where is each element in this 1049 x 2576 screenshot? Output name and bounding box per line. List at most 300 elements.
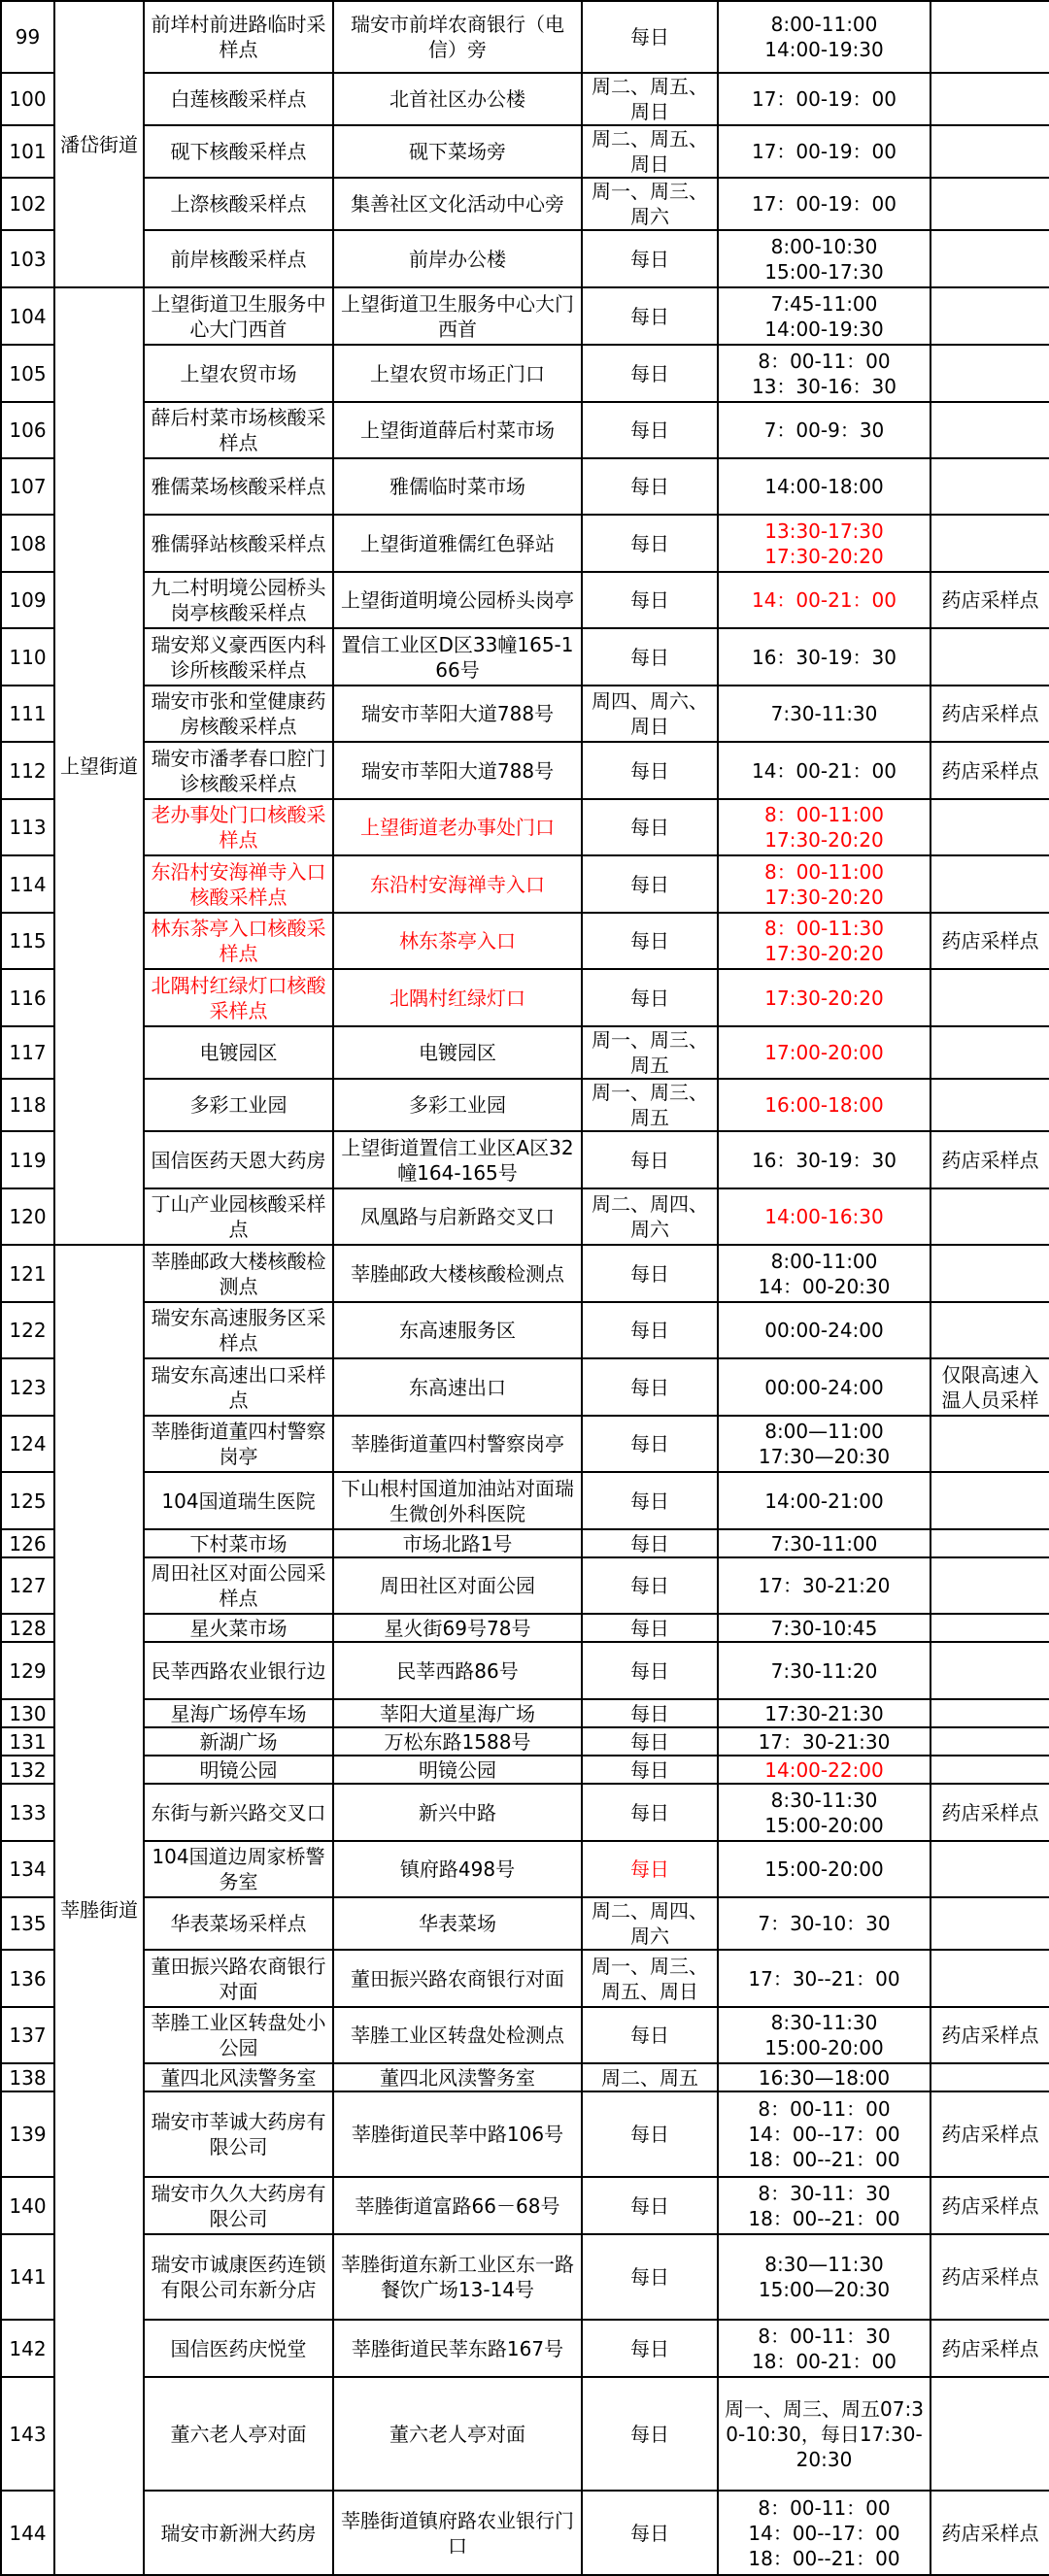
site-location-cell: 瑞安市前垟农商银行（电信）旁	[333, 1, 582, 73]
schedule-days-cell: 每日	[582, 1699, 718, 1727]
row-number: 109	[1, 572, 54, 628]
site-location-cell: 莘塍街道富路66－68号	[333, 2177, 582, 2234]
site-location-cell: 集善社区文化活动中心旁	[333, 178, 582, 230]
row-number: 121	[1, 1245, 54, 1302]
row-number: 140	[1, 2177, 54, 2234]
site-name-cell: 老办事处门口核酸采样点	[144, 799, 333, 855]
site-location-cell: 东沿村安海禅寺入口	[333, 855, 582, 913]
site-name-cell: 白莲核酸采样点	[144, 73, 333, 125]
street-name-cell: 莘塍街道	[54, 1245, 144, 2575]
row-number: 143	[1, 2377, 54, 2491]
note-cell	[931, 799, 1049, 855]
table-row	[1, 2320, 1049, 2377]
site-location-cell: 莘塍邮政大楼核酸检测点	[333, 1245, 582, 1302]
table-row	[1, 855, 1049, 913]
site-name-cell: 民莘西路农业银行边	[144, 1642, 333, 1699]
site-location-cell: 莘塍街道东新工业区东一路餐饮广场13-14号	[333, 2234, 582, 2320]
table-row	[1, 1727, 1049, 1756]
row-number: 131	[1, 1727, 54, 1756]
schedule-days-cell: 每日	[582, 855, 718, 913]
schedule-time-cell: 17：30-21:20	[718, 1557, 931, 1614]
schedule-time-cell: 8：00-11:00 17:30-20:20	[718, 799, 931, 855]
schedule-time-cell: 13:30-17:30 17:30-20:20	[718, 515, 931, 572]
row-number: 111	[1, 686, 54, 742]
table-row	[1, 1, 1049, 73]
site-location-cell: 董四北风渎警务室	[333, 2063, 582, 2091]
site-name-cell: 林东茶亭入口核酸采样点	[144, 913, 333, 969]
site-name-cell: 丁山产业园核酸采样点	[144, 1188, 333, 1245]
schedule-days-cell: 每日	[582, 2491, 718, 2575]
table-row	[1, 2007, 1049, 2063]
note-cell	[931, 73, 1049, 125]
site-location-cell: 林东茶亭入口	[333, 913, 582, 969]
row-number: 105	[1, 345, 54, 402]
table-row	[1, 1897, 1049, 1950]
note-cell	[931, 1472, 1049, 1529]
schedule-days-cell: 每日	[582, 345, 718, 402]
row-number: 133	[1, 1784, 54, 1841]
note-cell	[931, 230, 1049, 287]
schedule-time-cell: 7:30-11:20	[718, 1642, 931, 1699]
site-name-cell: 国信医药天恩大药房	[144, 1131, 333, 1188]
table-body	[1, 1, 1049, 2575]
schedule-time-cell: 14:00-21:00	[718, 1472, 931, 1529]
schedule-days-cell: 每日	[582, 1756, 718, 1784]
note-cell: 仅限高速入温人员采样	[931, 1358, 1049, 1416]
site-location-cell: 上望街道老办事处门口	[333, 799, 582, 855]
site-location-cell: 雅儒临时菜市场	[333, 458, 582, 515]
street-name-cell: 上望街道	[54, 287, 144, 1245]
schedule-time-cell: 16:00-18:00	[718, 1079, 931, 1131]
row-number: 106	[1, 402, 54, 458]
table-row	[1, 1642, 1049, 1699]
site-location-cell: 凤凰路与启新路交叉口	[333, 1188, 582, 1245]
note-cell: 药店采样点	[931, 742, 1049, 799]
note-cell: 药店采样点	[931, 2091, 1049, 2177]
site-location-cell: 上望街道置信工业区A区32幢164-165号	[333, 1131, 582, 1188]
row-number: 117	[1, 1026, 54, 1079]
site-location-cell: 北隅村红绿灯口	[333, 969, 582, 1026]
schedule-time-cell: 7：00-9：30	[718, 402, 931, 458]
schedule-days-cell: 每日	[582, 742, 718, 799]
site-location-cell: 东高速出口	[333, 1358, 582, 1416]
site-location-cell: 万松东路1588号	[333, 1727, 582, 1756]
site-location-cell: 镇府路498号	[333, 1841, 582, 1897]
site-name-cell: 瑞安东高速服务区采样点	[144, 1302, 333, 1358]
site-name-cell: 前岸核酸采样点	[144, 230, 333, 287]
site-location-cell: 上望街道薛后村菜市场	[333, 402, 582, 458]
schedule-days-cell: 每日	[582, 2377, 718, 2491]
schedule-days-cell: 每日	[582, 2320, 718, 2377]
table-row	[1, 230, 1049, 287]
row-number: 127	[1, 1557, 54, 1614]
schedule-time-cell: 16:30—18:00	[718, 2063, 931, 2091]
site-name-cell: 上漈核酸采样点	[144, 178, 333, 230]
schedule-days-cell: 周一、周三、周六	[582, 178, 718, 230]
note-cell	[931, 1302, 1049, 1358]
site-location-cell: 前岸办公楼	[333, 230, 582, 287]
note-cell	[931, 125, 1049, 178]
site-name-cell: 董田振兴路农商银行对面	[144, 1950, 333, 2007]
row-number: 120	[1, 1188, 54, 1245]
row-number: 144	[1, 2491, 54, 2575]
row-number: 132	[1, 1756, 54, 1784]
note-cell	[931, 1950, 1049, 2007]
row-number: 116	[1, 969, 54, 1026]
table-row	[1, 458, 1049, 515]
schedule-days-cell: 每日	[582, 628, 718, 686]
note-cell	[931, 1727, 1049, 1756]
site-name-cell: 九二村明境公园桥头岗亭核酸采样点	[144, 572, 333, 628]
site-location-cell: 莘塍街道董四村警察岗亭	[333, 1416, 582, 1472]
note-cell	[931, 1841, 1049, 1897]
schedule-days-cell: 周二、周四、周六	[582, 1188, 718, 1245]
note-cell	[931, 402, 1049, 458]
table-row	[1, 1131, 1049, 1188]
schedule-time-cell: 17：00-19：00	[718, 125, 931, 178]
note-cell	[931, 1897, 1049, 1950]
note-cell: 药店采样点	[931, 686, 1049, 742]
site-name-cell: 董四北风渎警务室	[144, 2063, 333, 2091]
schedule-time-cell: 7:30-11:00	[718, 1529, 931, 1557]
site-name-cell: 董六老人亭对面	[144, 2377, 333, 2491]
site-location-cell: 莘塍街道民莘中路106号	[333, 2091, 582, 2177]
table-row	[1, 2491, 1049, 2575]
schedule-days-cell: 每日	[582, 1302, 718, 1358]
note-cell	[931, 2063, 1049, 2091]
note-cell	[931, 1245, 1049, 1302]
schedule-days-cell: 每日	[582, 572, 718, 628]
row-number: 129	[1, 1642, 54, 1699]
site-name-cell: 东沿村安海禅寺入口核酸采样点	[144, 855, 333, 913]
note-cell: 药店采样点	[931, 2234, 1049, 2320]
schedule-time-cell: 8：30-11：30 18：00--21：00	[718, 2177, 931, 2234]
schedule-days-cell: 周二、周五	[582, 2063, 718, 2091]
row-number: 101	[1, 125, 54, 178]
row-number: 126	[1, 1529, 54, 1557]
table-row	[1, 913, 1049, 969]
site-location-cell: 星火街69号78号	[333, 1614, 582, 1642]
note-cell: 药店采样点	[931, 2320, 1049, 2377]
note-cell	[931, 515, 1049, 572]
schedule-time-cell: 周一、周三、周五07:30-10:30，每日17:30-20:30	[718, 2377, 931, 2491]
table-row	[1, 1026, 1049, 1079]
schedule-time-cell: 8:00—11:00 17:30—20:30	[718, 1416, 931, 1472]
site-name-cell: 莘塍邮政大楼核酸检测点	[144, 1245, 333, 1302]
site-name-cell: 瑞安市莘诚大药房有限公司	[144, 2091, 333, 2177]
row-number: 100	[1, 73, 54, 125]
note-cell: 药店采样点	[931, 2007, 1049, 2063]
site-name-cell: 薛后村菜市场核酸采样点	[144, 402, 333, 458]
schedule-time-cell: 8：00-11：00 13：30-16：30	[718, 345, 931, 402]
schedule-time-cell: 8:30—11:30 15:00—20:30	[718, 2234, 931, 2320]
schedule-days-cell: 周二、周五、周日	[582, 125, 718, 178]
schedule-time-cell: 14:00-18:00	[718, 458, 931, 515]
schedule-days-cell: 每日	[582, 2177, 718, 2234]
row-number: 104	[1, 287, 54, 345]
table-row	[1, 969, 1049, 1026]
site-location-cell: 民莘西路86号	[333, 1642, 582, 1699]
note-cell: 药店采样点	[931, 572, 1049, 628]
schedule-time-cell: 8：00-11:30 17:30-20:20	[718, 913, 931, 969]
schedule-time-cell: 14:00-22:00	[718, 1756, 931, 1784]
site-name-cell: 瑞安郑义豪西医内科诊所核酸采样点	[144, 628, 333, 686]
schedule-days-cell: 每日	[582, 1614, 718, 1642]
table-row	[1, 1841, 1049, 1897]
table-row	[1, 1950, 1049, 2007]
schedule-time-cell: 17：30-21:30	[718, 1727, 931, 1756]
row-number: 138	[1, 2063, 54, 2091]
note-cell	[931, 1416, 1049, 1472]
table-row	[1, 515, 1049, 572]
schedule-time-cell: 17：30--21：00	[718, 1950, 931, 2007]
note-cell	[931, 458, 1049, 515]
row-number: 141	[1, 2234, 54, 2320]
note-cell	[931, 1188, 1049, 1245]
schedule-days-cell: 每日	[582, 515, 718, 572]
schedule-time-cell: 8：00-11：00 14：00--17：00 18：00--21：00	[718, 2491, 931, 2575]
row-number: 112	[1, 742, 54, 799]
table-row	[1, 2234, 1049, 2320]
table-row	[1, 1188, 1049, 1245]
site-name-cell: 瑞安市久久大药房有限公司	[144, 2177, 333, 2234]
site-name-cell: 雅儒菜场核酸采样点	[144, 458, 333, 515]
note-cell	[931, 1756, 1049, 1784]
row-number: 113	[1, 799, 54, 855]
schedule-days-cell: 每日	[582, 1784, 718, 1841]
street-name-cell: 潘岱街道	[54, 1, 144, 287]
schedule-days-cell: 每日	[582, 458, 718, 515]
note-cell	[931, 969, 1049, 1026]
schedule-days-cell: 每日	[582, 1358, 718, 1416]
site-location-cell: 多彩工业园	[333, 1079, 582, 1131]
schedule-time-cell: 17：00-19：00	[718, 178, 931, 230]
note-cell	[931, 1026, 1049, 1079]
site-location-cell: 砚下菜场旁	[333, 125, 582, 178]
site-name-cell: 瑞安市诚康医药连锁有限公司东新分店	[144, 2234, 333, 2320]
row-number: 114	[1, 855, 54, 913]
site-location-cell: 北首社区办公楼	[333, 73, 582, 125]
note-cell	[931, 345, 1049, 402]
note-cell	[931, 855, 1049, 913]
row-number: 124	[1, 1416, 54, 1472]
site-location-cell: 电镀园区	[333, 1026, 582, 1079]
schedule-time-cell: 17:30-21:30	[718, 1699, 931, 1727]
site-location-cell: 上望街道雅儒红色驿站	[333, 515, 582, 572]
row-number: 134	[1, 1841, 54, 1897]
note-cell: 药店采样点	[931, 913, 1049, 969]
table-row	[1, 2091, 1049, 2177]
table-row	[1, 345, 1049, 402]
site-name-cell: 新湖广场	[144, 1727, 333, 1756]
schedule-days-cell: 周二、周四、周六	[582, 1897, 718, 1950]
schedule-days-cell: 每日	[582, 1642, 718, 1699]
schedule-days-cell: 每日	[582, 1472, 718, 1529]
schedule-time-cell: 14:00-16:30	[718, 1188, 931, 1245]
table-row	[1, 1557, 1049, 1614]
note-cell	[931, 178, 1049, 230]
schedule-time-cell: 8:00-10:30 15:00-17:30	[718, 230, 931, 287]
schedule-days-cell: 每日	[582, 969, 718, 1026]
site-location-cell: 明镜公园	[333, 1756, 582, 1784]
site-name-cell: 104国道边周家桥警务室	[144, 1841, 333, 1897]
schedule-days-cell: 每日	[582, 913, 718, 969]
schedule-time-cell: 8:00-11:00 14:00-19:30	[718, 1, 931, 73]
schedule-days-cell: 每日	[582, 1, 718, 73]
schedule-time-cell: 8：00-11：00 14：00--17：00 18：00--21：00	[718, 2091, 931, 2177]
table-row	[1, 73, 1049, 125]
site-location-cell: 莘塍工业区转盘处检测点	[333, 2007, 582, 2063]
table-row	[1, 628, 1049, 686]
schedule-time-cell: 8：00-11:00 17:30-20:20	[718, 855, 931, 913]
site-location-cell: 董六老人亭对面	[333, 2377, 582, 2491]
site-name-cell: 电镀园区	[144, 1026, 333, 1079]
schedule-time-cell: 16：30-19：30	[718, 628, 931, 686]
site-name-cell: 莘塍工业区转盘处小公园	[144, 2007, 333, 2063]
site-name-cell: 星海广场停车场	[144, 1699, 333, 1727]
note-cell	[931, 1699, 1049, 1727]
row-number: 115	[1, 913, 54, 969]
site-location-cell: 莘塍街道镇府路农业银行门口	[333, 2491, 582, 2575]
table-row	[1, 402, 1049, 458]
site-name-cell: 华表菜场采样点	[144, 1897, 333, 1950]
schedule-time-cell: 7:30-10:45	[718, 1614, 931, 1642]
table-row	[1, 2063, 1049, 2091]
schedule-days-cell: 每日	[582, 287, 718, 345]
schedule-time-cell: 8:30-11:30 15:00-20:00	[718, 1784, 931, 1841]
row-number: 130	[1, 1699, 54, 1727]
site-location-cell: 上望街道明境公园桥头岗亭	[333, 572, 582, 628]
table-row	[1, 2177, 1049, 2234]
site-name-cell: 瑞安市潘孝春口腔门诊核酸采样点	[144, 742, 333, 799]
row-number: 103	[1, 230, 54, 287]
row-number: 136	[1, 1950, 54, 2007]
table-row	[1, 799, 1049, 855]
site-name-cell: 瑞安市新洲大药房	[144, 2491, 333, 2575]
schedule-time-cell: 14：00-21：00	[718, 742, 931, 799]
schedule-days-cell: 每日	[582, 1841, 718, 1897]
site-location-cell: 下山根村国道加油站对面瑞生微创外科医院	[333, 1472, 582, 1529]
note-cell	[931, 1642, 1049, 1699]
site-name-cell: 东街与新兴路交叉口	[144, 1784, 333, 1841]
table-row	[1, 1756, 1049, 1784]
site-location-cell: 上望农贸市场正门口	[333, 345, 582, 402]
note-cell	[931, 1079, 1049, 1131]
schedule-days-cell: 每日	[582, 1416, 718, 1472]
row-number: 119	[1, 1131, 54, 1188]
note-cell	[931, 1557, 1049, 1614]
schedule-days-cell: 每日	[582, 1529, 718, 1557]
schedule-time-cell: 17：00-19：00	[718, 73, 931, 125]
schedule-days-cell: 周二、周五、周日	[582, 73, 718, 125]
site-name-cell: 多彩工业园	[144, 1079, 333, 1131]
schedule-time-cell: 14：00-21：00	[718, 572, 931, 628]
schedule-days-cell: 每日	[582, 2091, 718, 2177]
schedule-time-cell: 8:00-11:00 14：00-20:30	[718, 1245, 931, 1302]
table-row	[1, 686, 1049, 742]
table-row	[1, 1614, 1049, 1642]
site-location-cell: 瑞安市莘阳大道788号	[333, 686, 582, 742]
row-number: 107	[1, 458, 54, 515]
table-row	[1, 1302, 1049, 1358]
site-name-cell: 砚下核酸采样点	[144, 125, 333, 178]
table-row	[1, 1416, 1049, 1472]
note-cell	[931, 1, 1049, 73]
site-name-cell: 下村菜市场	[144, 1529, 333, 1557]
site-name-cell: 前垟村前进路临时采样点	[144, 1, 333, 73]
row-number: 108	[1, 515, 54, 572]
site-location-cell: 东高速服务区	[333, 1302, 582, 1358]
site-name-cell: 明镜公园	[144, 1756, 333, 1784]
schedule-days-cell: 每日	[582, 230, 718, 287]
schedule-time-cell: 17:30-20:20	[718, 969, 931, 1026]
site-name-cell: 104国道瑞生医院	[144, 1472, 333, 1529]
site-name-cell: 北隅村红绿灯口核酸采样点	[144, 969, 333, 1026]
schedule-time-cell: 00:00-24:00	[718, 1302, 931, 1358]
row-number: 135	[1, 1897, 54, 1950]
site-location-cell: 莘塍街道民莘东路167号	[333, 2320, 582, 2377]
schedule-days-cell: 每日	[582, 1131, 718, 1188]
note-cell: 药店采样点	[931, 1784, 1049, 1841]
table-row	[1, 1079, 1049, 1131]
site-name-cell: 雅儒驿站核酸采样点	[144, 515, 333, 572]
site-location-cell: 上望街道卫生服务中心大门西首	[333, 287, 582, 345]
schedule-time-cell: 15:00-20:00	[718, 1841, 931, 1897]
row-number: 118	[1, 1079, 54, 1131]
row-number: 102	[1, 178, 54, 230]
schedule-days-cell: 每日	[582, 1557, 718, 1614]
schedule-days-cell: 每日	[582, 1727, 718, 1756]
note-cell	[931, 1529, 1049, 1557]
row-number: 123	[1, 1358, 54, 1416]
note-cell	[931, 1614, 1049, 1642]
site-location-cell: 莘阳大道星海广场	[333, 1699, 582, 1727]
schedule-days-cell: 周一、周三、周五	[582, 1026, 718, 1079]
site-location-cell: 置信工业区D区33幢165-166号	[333, 628, 582, 686]
note-cell	[931, 287, 1049, 345]
schedule-days-cell: 周一、周三、周五	[582, 1079, 718, 1131]
site-name-cell: 国信医药庆悦堂	[144, 2320, 333, 2377]
table-row	[1, 2377, 1049, 2491]
schedule-days-cell: 每日	[582, 1245, 718, 1302]
schedule-time-cell: 7:30-11:30	[718, 686, 931, 742]
schedule-time-cell: 8:30-11:30 15:00-20:00	[718, 2007, 931, 2063]
site-location-cell: 周田社区对面公园	[333, 1557, 582, 1614]
schedule-days-cell: 每日	[582, 2007, 718, 2063]
table-row	[1, 1699, 1049, 1727]
table-row	[1, 572, 1049, 628]
note-cell	[931, 2377, 1049, 2491]
row-number: 99	[1, 1, 54, 73]
site-name-cell: 周田社区对面公园采样点	[144, 1557, 333, 1614]
schedule-time-cell: 17:00-20:00	[718, 1026, 931, 1079]
schedule-days-cell: 每日	[582, 2234, 718, 2320]
site-name-cell: 瑞安东高速出口采样点	[144, 1358, 333, 1416]
note-cell	[931, 628, 1049, 686]
schedule-days-cell: 每日	[582, 799, 718, 855]
row-number: 128	[1, 1614, 54, 1642]
table-row	[1, 1529, 1049, 1557]
schedule-time-cell: 7:45-11:00 14:00-19:30	[718, 287, 931, 345]
row-number: 122	[1, 1302, 54, 1358]
table-row	[1, 125, 1049, 178]
schedule-time-cell: 7：30-10：30	[718, 1897, 931, 1950]
row-number: 110	[1, 628, 54, 686]
site-name-cell: 上望街道卫生服务中心大门西首	[144, 287, 333, 345]
table-row	[1, 1358, 1049, 1416]
table-row	[1, 1472, 1049, 1529]
schedule-time-cell: 8：00-11：30 18：00-21：00	[718, 2320, 931, 2377]
